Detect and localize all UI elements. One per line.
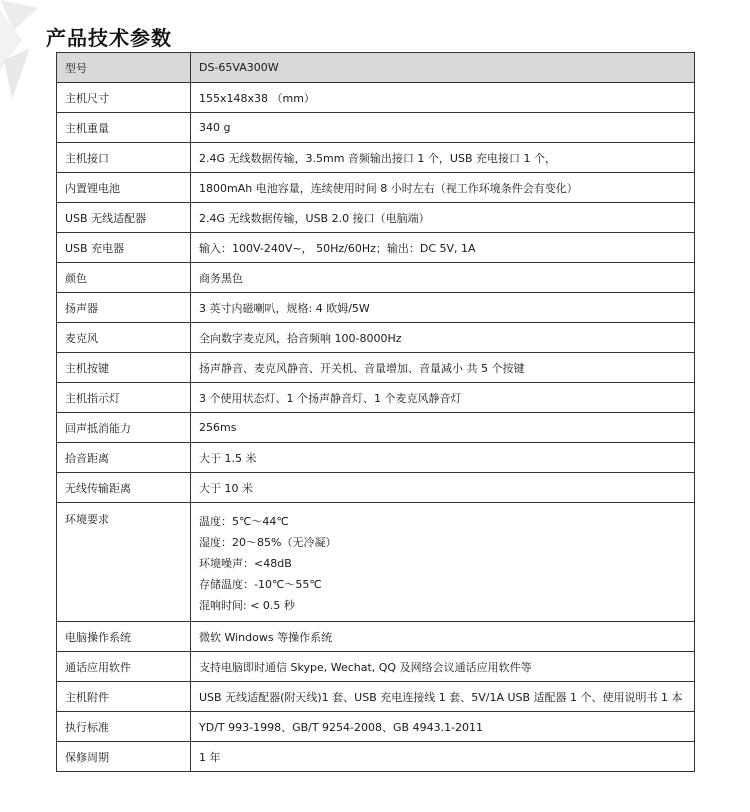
- row-value: 256ms: [191, 413, 695, 443]
- row-value: 1800mAh 电池容量，连续使用时间 8 小时左右（视工作环境条件会有变化）: [191, 173, 695, 203]
- environment-line: 环境噪声：<48dB: [199, 557, 292, 570]
- row-label: 主机附件: [57, 682, 191, 712]
- table-row: [57, 143, 695, 173]
- table-row: [57, 473, 695, 503]
- table-row: [57, 652, 695, 682]
- table-row: [57, 323, 695, 353]
- row-value: 3 个使用状态灯、1 个扬声静音灯、1 个麦克风静音灯: [191, 383, 695, 413]
- table-header-row: [57, 53, 695, 83]
- row-label: 环境要求: [57, 503, 191, 622]
- environment-line: 温度：5℃～44℃: [199, 515, 289, 528]
- row-label: 回声抵消能力: [57, 413, 191, 443]
- row-label: USB 无线适配器: [57, 203, 191, 233]
- row-value: 3 英寸内磁喇叭，规格: 4 欧姆/5W: [191, 293, 695, 323]
- row-value: 商务黑色: [191, 263, 695, 293]
- corner-decoration: [0, 0, 60, 110]
- table-row: [57, 413, 695, 443]
- row-value: 大于 1.5 米: [191, 443, 695, 473]
- row-value: 支持电脑即时通信 Skype, Wechat, QQ 及网络会议通话应用软件等: [191, 652, 695, 682]
- header-value: DS-65VA300W: [191, 53, 695, 83]
- environment-line: 存储温度：-10℃～55℃: [199, 578, 322, 591]
- header-label: 型号: [57, 53, 191, 83]
- row-value: 微软 Windows 等操作系统: [191, 622, 695, 652]
- table-row: [57, 622, 695, 652]
- table-row: [57, 263, 695, 293]
- row-value: 输入：100V-240V~， 50Hz/60Hz；输出：DC 5V, 1A: [191, 233, 695, 263]
- row-label: 拾音距离: [57, 443, 191, 473]
- table-row: [57, 383, 695, 413]
- row-label: 保修周期: [57, 742, 191, 772]
- row-label: 主机尺寸: [57, 83, 191, 113]
- row-label: 颜色: [57, 263, 191, 293]
- table-row: [57, 353, 695, 383]
- table-row: [57, 293, 695, 323]
- table-row-environment: [57, 503, 695, 622]
- table-row: [57, 742, 695, 772]
- row-value: 全向数字麦克风，拾音频响 100-8000Hz: [191, 323, 695, 353]
- environment-line: 混响时间: < 0.5 秒: [199, 599, 295, 612]
- row-label: 无线传输距离: [57, 473, 191, 503]
- row-label: 主机指示灯: [57, 383, 191, 413]
- table-row: [57, 173, 695, 203]
- row-value: 2.4G 无线数据传输，USB 2.0 接口（电脑端）: [191, 203, 695, 233]
- table-row: [57, 233, 695, 263]
- row-value: YD/T 993-1998、GB/T 9254-2008、GB 4943.1-2011: [191, 712, 695, 742]
- row-label: 电脑操作系统: [57, 622, 191, 652]
- row-value: 2.4G 无线数据传输，3.5mm 音频输出接口 1 个，USB 充电接口 1 个，: [191, 143, 695, 173]
- row-value: USB 无线适配器(附天线)1 套、USB 充电连接线 1 套、5V/1A USB 适配器 1 个、使用说明书 1 本: [191, 682, 695, 712]
- page-title: 产品技术参数: [46, 26, 172, 50]
- row-value: 扬声静音、麦克风静音、开关机、音量增加、音量减小 共 5 个按键: [191, 353, 695, 383]
- row-label: 通话应用软件: [57, 652, 191, 682]
- table-row: [57, 712, 695, 742]
- spec-table: [56, 52, 695, 772]
- row-value: [191, 503, 695, 622]
- row-value: 155x148x38 （mm）: [191, 83, 695, 113]
- row-label: 内置锂电池: [57, 173, 191, 203]
- row-value: 1 年: [191, 742, 695, 772]
- row-label: 麦克风: [57, 323, 191, 353]
- row-label: 执行标准: [57, 712, 191, 742]
- row-label: 主机重量: [57, 113, 191, 143]
- table-row: [57, 203, 695, 233]
- environment-line: 湿度：20～85%（无冷凝）: [199, 536, 337, 549]
- row-value: 大于 10 米: [191, 473, 695, 503]
- table-row: [57, 83, 695, 113]
- table-row: [57, 113, 695, 143]
- row-label: 扬声器: [57, 293, 191, 323]
- row-label: 主机接口: [57, 143, 191, 173]
- row-label: 主机按键: [57, 353, 191, 383]
- table-row: [57, 682, 695, 712]
- row-label: USB 充电器: [57, 233, 191, 263]
- table-row: [57, 443, 695, 473]
- row-value: 340 g: [191, 113, 695, 143]
